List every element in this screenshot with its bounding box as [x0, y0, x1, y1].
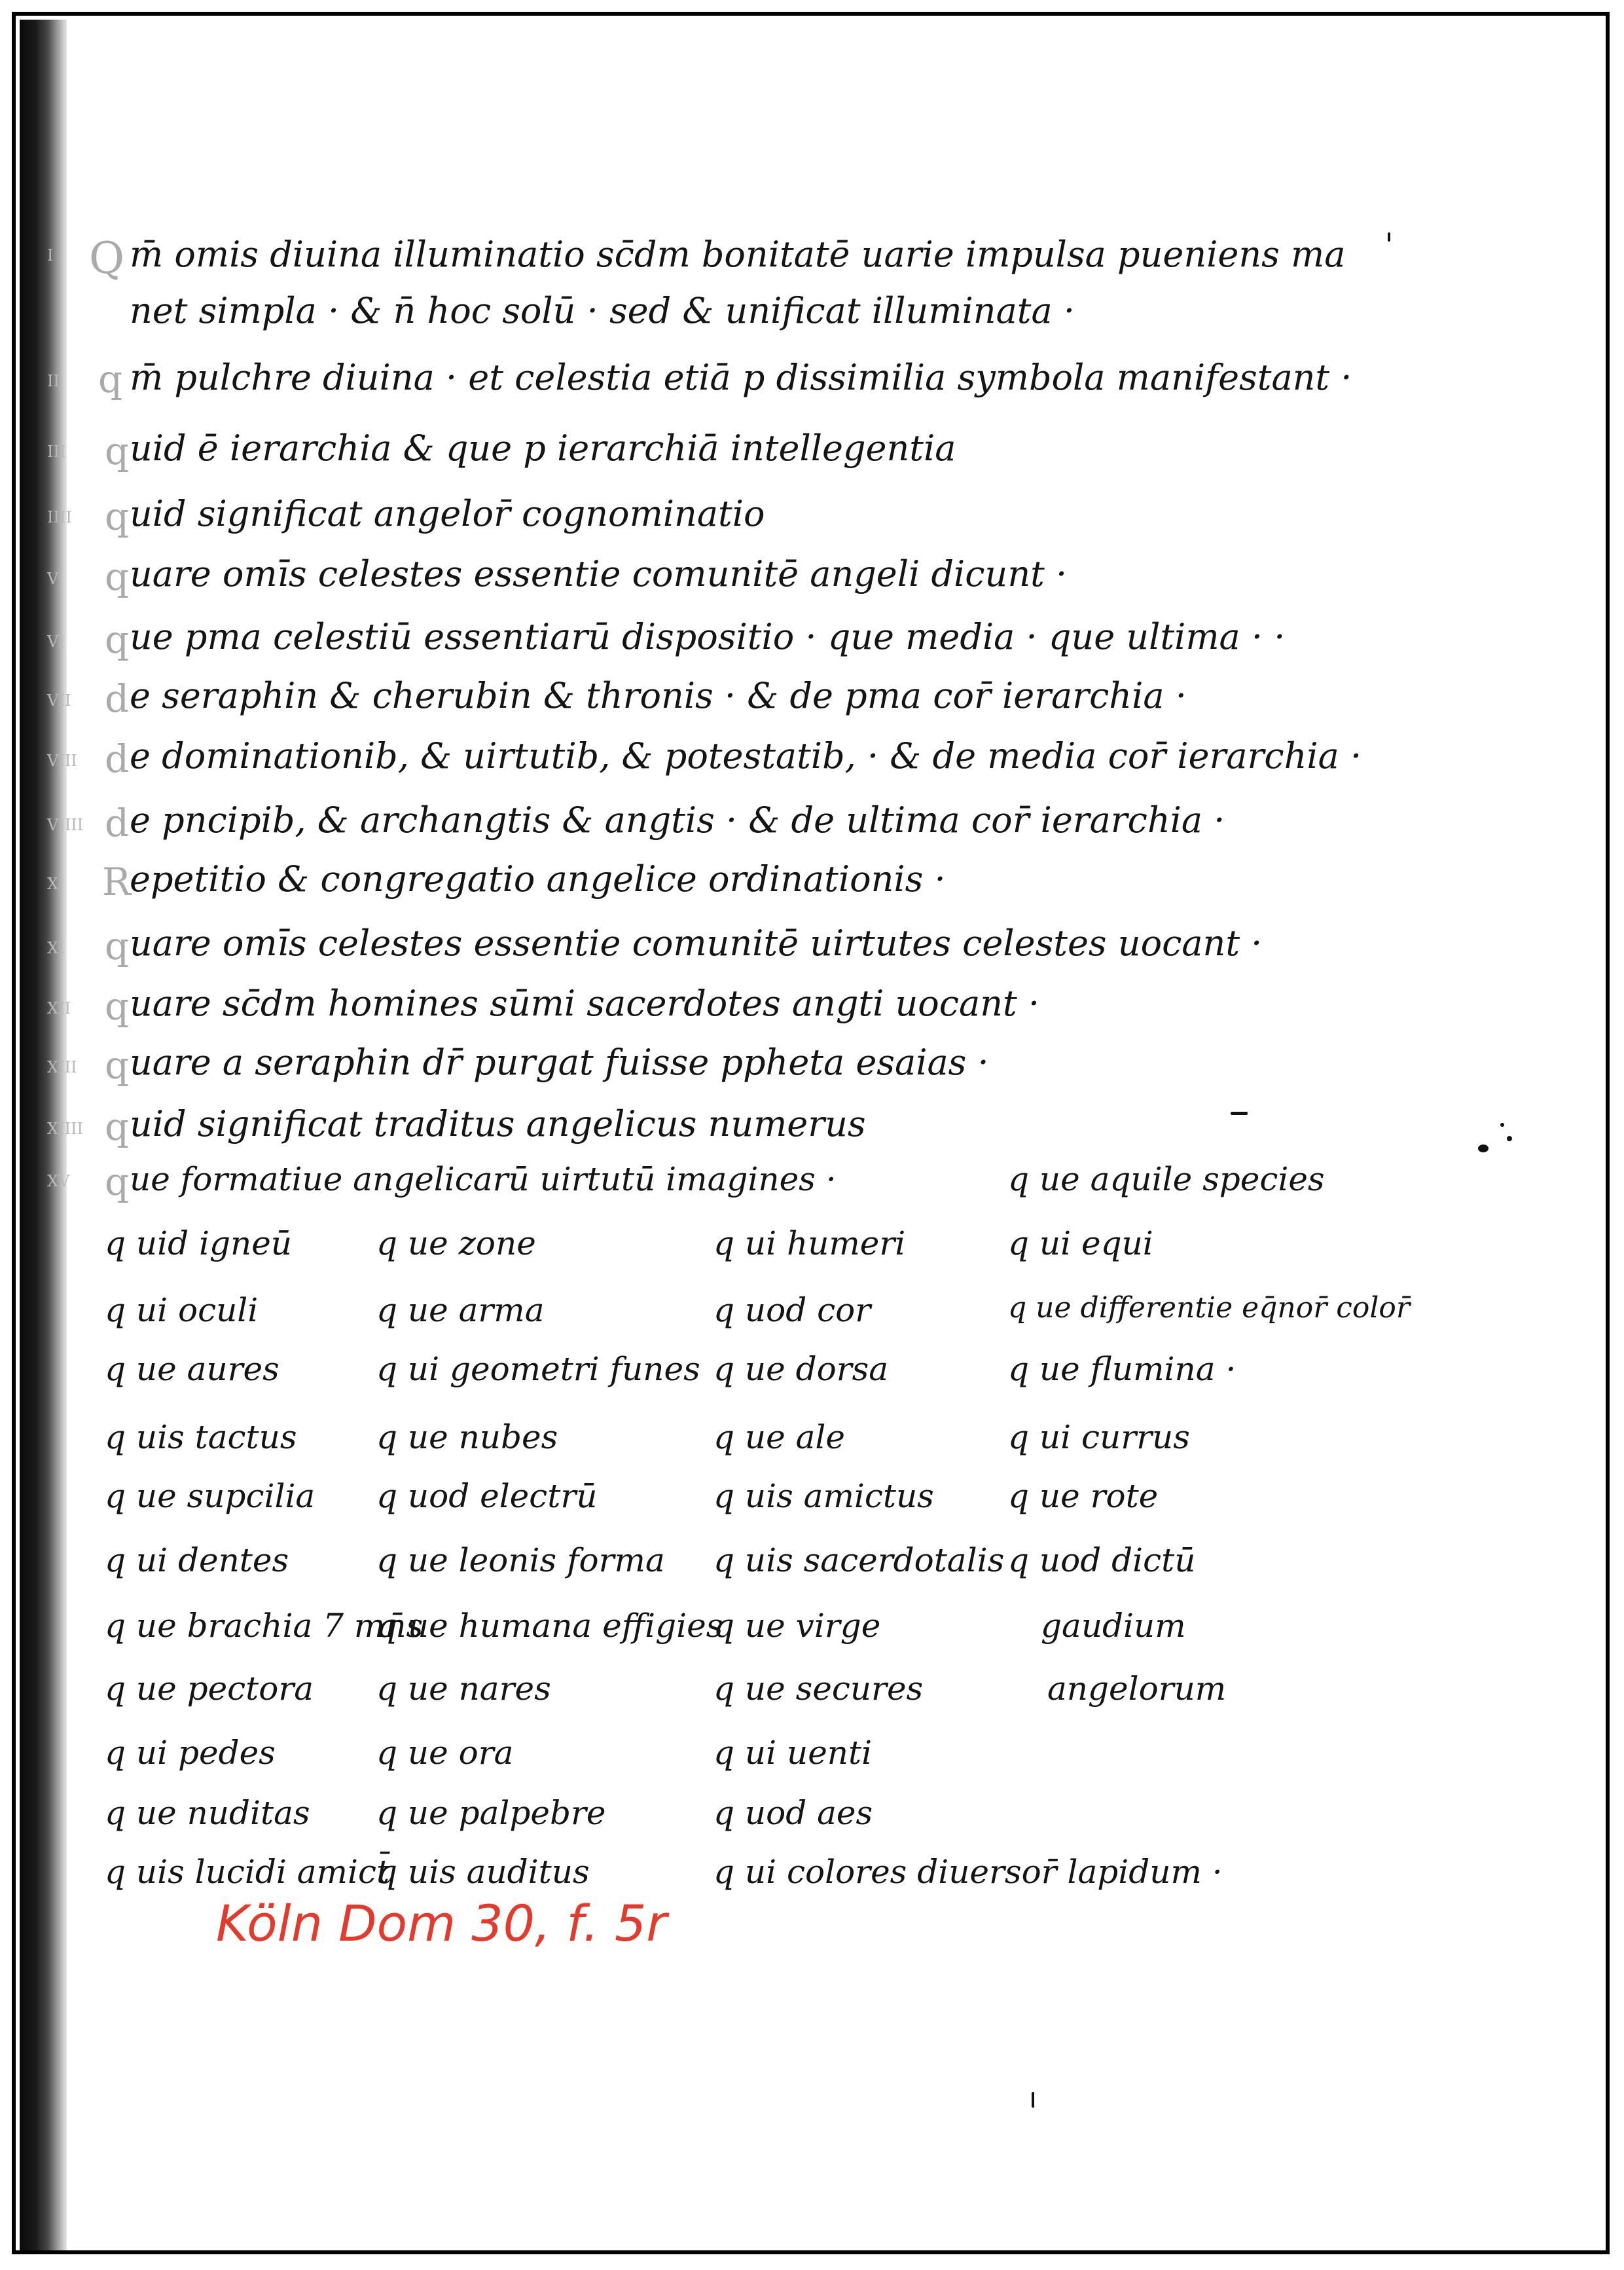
ink-mark	[1388, 232, 1390, 242]
chapter-initial: q	[105, 924, 130, 968]
topic-cell: q ue nuditas	[105, 1794, 310, 1832]
ink-mark	[1500, 1123, 1504, 1127]
chapter-line: uare omīs celestes essentie comunitē angeli dicunt ·	[130, 553, 1068, 595]
topic-cell: q ue nubes	[376, 1418, 558, 1456]
chapter-numeral: XI	[47, 939, 65, 957]
chapter-initial: R	[102, 860, 131, 904]
topic-cell: q ue flumina ·	[1008, 1350, 1236, 1388]
chapter-initial: q	[105, 617, 130, 662]
chapter-line: ue pma celestiū essentiarū dispositio · que media · que ultima · ·	[130, 616, 1286, 657]
topic-cell: q ue zone	[376, 1224, 536, 1262]
topic-cell: q ui geometri funes	[376, 1350, 700, 1388]
chapter-initial: q	[105, 1160, 130, 1204]
topic-cell: q ui uenti	[713, 1734, 873, 1772]
topic-cell: q ue ora	[376, 1734, 514, 1772]
chapter-initial: d	[105, 676, 130, 721]
chapter-line: epetitio & congregatio angelice ordinationis ·	[130, 858, 946, 900]
chapter-initial: q	[105, 984, 130, 1029]
topic-cell: q uod electrū	[376, 1477, 598, 1515]
chapter-line: uare sc̄dm homines sūmi sacerdotes angti uocant ·	[130, 983, 1040, 1024]
topic-cell: angelorum	[1047, 1670, 1227, 1708]
topic-cell: q ue pectora	[105, 1670, 314, 1708]
topic-cell: q uod cor	[713, 1291, 871, 1329]
chapter-numeral: VI	[47, 632, 65, 651]
topic-cell: q uis tactus	[105, 1418, 297, 1456]
chapter-line: m̄ omis diuina illuminatio sc̄dm bonitatē uarie impulsa pueniens ma	[130, 234, 1346, 275]
chapter-numeral: V	[47, 570, 59, 588]
chapter-numeral: VII	[47, 691, 71, 710]
topic-cell: q ue differentie eq̄nor̄ color̄	[1008, 1291, 1410, 1325]
topic-cell: q uis amictus	[713, 1477, 934, 1515]
chapter-initial: q	[105, 555, 130, 599]
chapter-line: uid ē ierarchia & que p ierarchiā intellegentia	[130, 428, 956, 469]
topic-cell: q ue ale	[713, 1418, 845, 1456]
topic-cell: q uod aes	[713, 1794, 873, 1832]
topic-cell: q ue rote	[1008, 1477, 1159, 1515]
topic-cell: q ue brachia 7 mn̄s	[105, 1607, 424, 1645]
chapter-line: e pncipib, & archangtis & angtis · & de ultima cor̄ ierarchia ·	[130, 799, 1225, 841]
chapter-numeral: III	[47, 443, 66, 461]
topic-cell: q uis sacerdotalis	[713, 1541, 1005, 1579]
chapter-line: uid significat angelor̄ cognominatio	[130, 493, 765, 534]
topic-cell: q ui currus	[1008, 1418, 1190, 1456]
chapter-line: net simpla · & n̄ hoc solū · sed & unificat illuminata ·	[130, 290, 1075, 331]
topic-cell: q ue dorsa	[713, 1350, 889, 1388]
ink-mark	[1478, 1144, 1489, 1152]
chapter-numeral: I	[47, 246, 54, 265]
topic-cell: gaudium	[1041, 1607, 1186, 1645]
topic-cell: q ue leonis forma	[376, 1541, 665, 1579]
chapter-line: e dominationib, & uirtutib, & potestatib, · & de media cor̄ ierarchia ·	[130, 735, 1362, 777]
chapter-line: uare omīs celestes essentie comunitē uirtutes celestes uocant ·	[130, 923, 1263, 964]
topic-cell: q ue nares	[376, 1670, 551, 1708]
topic-cell: q uod dictū	[1008, 1541, 1196, 1579]
shelfmark-annotation: Köln Dom 30, f. 5r	[216, 1894, 667, 1952]
ink-mark	[1231, 1112, 1248, 1115]
chapter-numeral: XV	[47, 1172, 70, 1190]
chapter-line: e seraphin & cherubin & thronis · & de pma cor̄ ierarchia ·	[130, 675, 1187, 716]
topic-cell: q ui humeri	[713, 1224, 906, 1262]
chapter-numeral: VIIII	[47, 816, 84, 834]
chapter-initial: d	[105, 737, 130, 781]
chapter-numeral: XIII	[47, 1058, 77, 1076]
chapter-numeral: IIII	[47, 508, 72, 526]
chapter-initial: q	[105, 1043, 130, 1088]
topic-cell: q uid igneū	[105, 1224, 292, 1262]
chapter-line: uare a seraphin dr̄ purgat fuisse ppheta esaias ·	[130, 1042, 989, 1083]
ink-mark	[1507, 1136, 1512, 1141]
topic-cell: q ui colores diuersor̄ lapidum ·	[713, 1853, 1223, 1891]
topic-cell: q ue aquile species	[1008, 1160, 1325, 1198]
chapter-initial: d	[105, 801, 130, 845]
ink-mark	[1032, 2092, 1034, 2108]
topic-cell: q ue arma	[376, 1291, 545, 1329]
chapter-line: m̄ pulchre diuina · et celestia etiā p dissimilia symbola manifestant ·	[130, 357, 1352, 398]
chapter-numeral: X	[47, 875, 59, 893]
topic-cell: q ue palpebre	[376, 1794, 606, 1832]
topic-cell: q ue secures	[713, 1670, 924, 1708]
chapter-line: ue formatiue angelicarū uirtutū imagines ·	[130, 1160, 837, 1198]
topic-cell: q ue humana effigies	[376, 1607, 723, 1645]
topic-cell: q ue aures	[105, 1350, 280, 1388]
chapter-numeral: XIIII	[47, 1120, 84, 1138]
chapter-initial: q	[105, 429, 130, 473]
topic-cell: q ui dentes	[105, 1541, 289, 1579]
chapter-line: uid significat traditus angelicus numerus	[130, 1103, 866, 1144]
chapter-initial: q	[98, 357, 123, 401]
topic-cell: q ue virge	[713, 1607, 881, 1645]
chapter-initial: q	[105, 1105, 130, 1149]
topic-cell: q uis lucidi amict̄	[105, 1853, 390, 1891]
topic-cell: q ue supcilia	[105, 1477, 316, 1515]
chapter-numeral: XII	[47, 999, 71, 1017]
topic-cell: q ui equi	[1008, 1224, 1153, 1262]
chapter-numeral: II	[47, 372, 60, 390]
chapter-numeral: VIII	[47, 752, 77, 770]
chapter-initial: q	[105, 494, 130, 539]
topic-cell: q ui oculi	[105, 1291, 259, 1329]
topic-cell: q uis auditus	[376, 1853, 590, 1891]
chapter-initial: Q	[89, 233, 125, 284]
topic-cell: q ui pedes	[105, 1734, 276, 1772]
